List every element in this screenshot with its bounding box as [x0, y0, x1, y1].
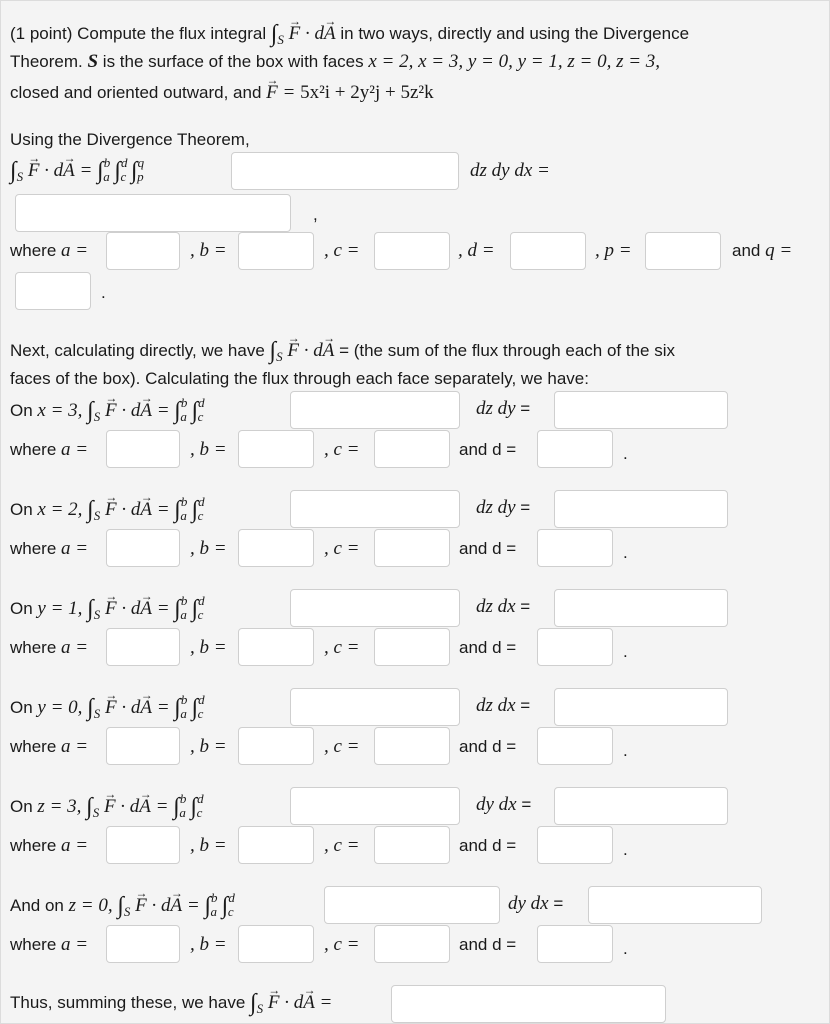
face-3-a-input[interactable]	[106, 727, 180, 765]
face-label: On	[10, 797, 33, 816]
face-differentials: dy dx	[476, 794, 517, 815]
face-3-c-input[interactable]	[374, 727, 450, 765]
face-4-equation: On z = 3, $\int_S \to F \cdot d\to A = \int^b_a$ ∫$^d_c$	[10, 794, 202, 819]
face-differentials: dy dx	[508, 893, 549, 914]
face-5-equation: And on z = 0, $\int_S \to F \cdot d\to A = \int^b_a$ ∫$^d_c$	[10, 893, 234, 918]
face-1-c-input[interactable]	[374, 529, 450, 567]
face-4-d-input[interactable]	[537, 826, 613, 864]
problem-line-2: Theorem. S is the surface of the box with faces x = 2, x = 3, y = 0, y = 1, z = 0, z = 3,	[10, 51, 661, 72]
face-label: And on	[10, 896, 64, 915]
face-4-a-input[interactable]	[106, 826, 180, 864]
face-5-a-input[interactable]	[106, 925, 180, 963]
face-0-a-input[interactable]	[106, 430, 180, 468]
face-3-result-input[interactable]	[554, 688, 728, 726]
div-p-input[interactable]	[645, 232, 721, 270]
face-4-integrand-input[interactable]	[290, 787, 460, 825]
face-plane: x = 2,	[37, 499, 83, 520]
face-5-c-input[interactable]	[374, 925, 450, 963]
problem-text-1b: in two ways, directly and using the Divergence	[340, 24, 690, 43]
face-1-result-input[interactable]	[554, 490, 728, 528]
divergence-differentials: dz dy dx =	[470, 160, 550, 181]
face-0-c-input[interactable]	[374, 430, 450, 468]
face-2-equation: On y = 1, $\int_S \to F \cdot d\to A = \int^b_a$ ∫$^d_c$	[10, 596, 203, 621]
face-0-result-input[interactable]	[554, 391, 728, 429]
face-plane: x = 3,	[37, 400, 83, 421]
face-3-b-input[interactable]	[238, 727, 314, 765]
face-4-result-input[interactable]	[554, 787, 728, 825]
div-d-input[interactable]	[510, 232, 586, 270]
face-plane: y = 1,	[37, 598, 83, 619]
face-differentials: dz dy	[476, 398, 516, 419]
problem-line-3: closed and oriented outward, and → F = 5x²i + 2y²j + 5z²k	[10, 82, 434, 104]
face-differentials: dz dx	[476, 695, 516, 716]
points-label: (1 point)	[10, 24, 73, 43]
face-plane: z = 0,	[68, 895, 113, 916]
face-differentials: dz dx	[476, 596, 516, 617]
face-4-b-input[interactable]	[238, 826, 314, 864]
div-c-input[interactable]	[374, 232, 450, 270]
faces-math: x = 2, x = 3, y = 0, y = 1, z = 0, z = 3,	[368, 51, 661, 72]
divergence-integrand-input[interactable]	[231, 152, 459, 190]
face-2-d-input[interactable]	[537, 628, 613, 666]
face-0-b-input[interactable]	[238, 430, 314, 468]
face-3-equation: On y = 0, $\int_S \to F \cdot d\to A = \int^b_a$ ∫$^d_c$	[10, 695, 203, 720]
face-2-b-input[interactable]	[238, 628, 314, 666]
vector-field: 5x²i + 2y²j + 5z²k	[300, 82, 434, 103]
face-differentials: dz dy	[476, 497, 516, 518]
face-1-a-input[interactable]	[106, 529, 180, 567]
face-5-b-input[interactable]	[238, 925, 314, 963]
face-2-c-input[interactable]	[374, 628, 450, 666]
divergence-result-input[interactable]	[15, 194, 291, 232]
problem-text-1: Compute the flux integral	[77, 24, 267, 43]
face-2-result-input[interactable]	[554, 589, 728, 627]
face-label: On	[10, 500, 33, 519]
face-2-integrand-input[interactable]	[290, 589, 460, 627]
face-1-b-input[interactable]	[238, 529, 314, 567]
face-2-a-input[interactable]	[106, 628, 180, 666]
where-label: where a =	[10, 240, 89, 261]
face-1-equation: On x = 2, $\int_S \to F \cdot d\to A = \int^b_a$ ∫$^d_c$	[10, 497, 203, 522]
face-3-d-input[interactable]	[537, 727, 613, 765]
face-4-c-input[interactable]	[374, 826, 450, 864]
face-5-result-input[interactable]	[588, 886, 762, 924]
div-q-input[interactable]	[15, 272, 91, 310]
face-5-integrand-input[interactable]	[324, 886, 500, 924]
div-a-input[interactable]	[106, 232, 180, 270]
face-label: On	[10, 599, 33, 618]
face-1-integrand-input[interactable]	[290, 490, 460, 528]
face-1-d-input[interactable]	[537, 529, 613, 567]
face-plane: z = 3,	[37, 796, 82, 817]
divergence-integral: $\int_S \to F \cdot d\to A = \int^b_a$ ∫$^d_c$ ∫$^q_p$	[10, 158, 144, 183]
summary-line: Thus, summing these, we have $\int_S \to F \cdot d\to A$ =	[10, 990, 332, 1015]
face-0-equation: On x = 3, $\int_S \to F \cdot d\to A = \int^b_a$ ∫$^d_c$	[10, 398, 203, 423]
direct-intro-line-2: faces of the box). Calculating the flux through each face separately, we have:	[10, 369, 589, 388]
face-5-d-input[interactable]	[537, 925, 613, 963]
problem-line-1: (1 point) Compute the flux integral $\int_S \to F \cdot d\to A$ in two ways, directly and using the Divergence	[10, 21, 689, 46]
face-label: On	[10, 698, 33, 717]
face-0-d-input[interactable]	[537, 430, 613, 468]
face-0-integrand-input[interactable]	[290, 391, 460, 429]
face-3-integrand-input[interactable]	[290, 688, 460, 726]
total-flux-input[interactable]	[391, 985, 666, 1023]
face-plane: y = 0,	[37, 697, 83, 718]
div-b-input[interactable]	[238, 232, 314, 270]
direct-intro-line-1: Next, calculating directly, we have $\int_S \to F \cdot d\to A = (the$ sum of the flux through each of the six	[10, 338, 675, 363]
divergence-heading: Using the Divergence Theorem,	[10, 130, 250, 149]
face-label: On	[10, 401, 33, 420]
